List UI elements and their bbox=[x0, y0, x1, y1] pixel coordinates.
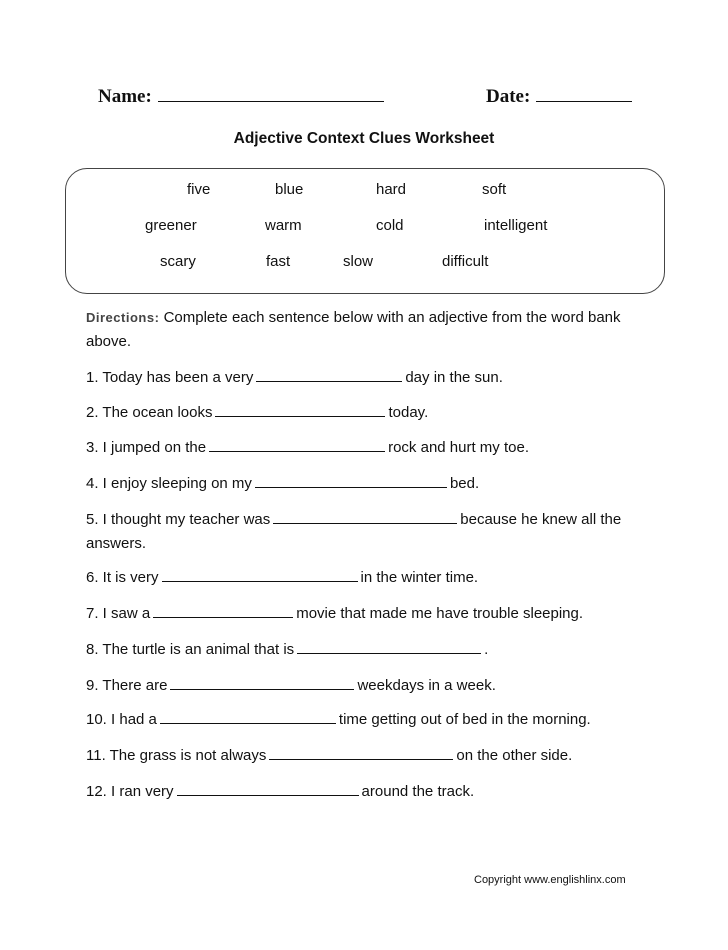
name-line[interactable] bbox=[158, 100, 384, 102]
word-bank bbox=[65, 168, 665, 294]
word-bank-item: fast bbox=[266, 253, 291, 270]
question-1 bbox=[86, 366, 646, 390]
copyright-notice: Copyright www.englishlinx.com bbox=[474, 874, 626, 886]
answer-blank[interactable] bbox=[160, 709, 336, 724]
answer-blank[interactable] bbox=[256, 367, 402, 382]
question-text: in the winter time. bbox=[360, 569, 479, 586]
date-label: Date: bbox=[486, 86, 531, 107]
name-label: Name: bbox=[98, 86, 152, 107]
question-text: day in the sun. bbox=[405, 369, 503, 386]
word-bank-item: greener bbox=[145, 217, 197, 234]
question-10 bbox=[86, 708, 646, 732]
word-bank-item: blue bbox=[275, 181, 304, 198]
question-7 bbox=[86, 602, 646, 626]
question-6 bbox=[86, 566, 646, 590]
directions-text: Complete each sentence below with an adjective from the word bank above. bbox=[86, 309, 621, 350]
question-text: 2. The ocean looks bbox=[86, 404, 213, 421]
answer-blank[interactable] bbox=[170, 675, 354, 690]
answer-blank[interactable] bbox=[162, 567, 358, 582]
question-text: 1. Today has been a very bbox=[86, 369, 254, 386]
question-text: . bbox=[484, 641, 489, 658]
word-bank-item: soft bbox=[482, 181, 507, 198]
question-text: 3. I jumped on the bbox=[86, 439, 207, 456]
question-text: 6. It is very bbox=[86, 569, 159, 586]
word-bank-item: warm bbox=[265, 217, 302, 234]
question-text: 9. There are bbox=[86, 677, 168, 694]
question-4 bbox=[86, 472, 646, 496]
question-text: because he knew all the answers. bbox=[86, 511, 622, 552]
word-bank-item: hard bbox=[376, 181, 407, 198]
answer-blank[interactable] bbox=[177, 781, 359, 796]
answer-blank[interactable] bbox=[297, 639, 481, 654]
question-11 bbox=[86, 744, 646, 768]
answer-blank[interactable] bbox=[269, 745, 453, 760]
question-text: weekdays in a week. bbox=[357, 677, 496, 694]
question-text: 7. I saw a bbox=[86, 605, 151, 622]
question-text: 11. The grass is not always bbox=[86, 747, 267, 764]
word-bank-item: intelligent bbox=[484, 217, 548, 234]
question-8 bbox=[86, 638, 646, 662]
date-line[interactable] bbox=[536, 100, 632, 102]
word-bank-item: five bbox=[187, 181, 211, 198]
question-text: movie that made me have trouble sleeping. bbox=[296, 605, 584, 622]
question-text: around the track. bbox=[361, 783, 475, 800]
question-text: 4. I enjoy sleeping on my bbox=[86, 475, 252, 492]
question-text: 10. I had a bbox=[86, 711, 157, 728]
answer-blank[interactable] bbox=[153, 603, 293, 618]
worksheet-title: Adjective Context Clues Worksheet bbox=[233, 130, 495, 147]
directions bbox=[86, 306, 646, 354]
name-field[interactable] bbox=[98, 86, 384, 108]
question-12 bbox=[86, 780, 646, 804]
answer-blank[interactable] bbox=[255, 473, 447, 488]
question-text: 5. I thought my teacher was bbox=[86, 511, 271, 528]
date-field[interactable] bbox=[486, 86, 632, 108]
question-5 bbox=[86, 508, 646, 556]
word-bank-item: slow bbox=[343, 253, 374, 270]
word-bank-item: scary bbox=[160, 253, 196, 270]
answer-blank[interactable] bbox=[273, 509, 457, 524]
answer-blank[interactable] bbox=[215, 402, 385, 417]
question-text: 12. I ran very bbox=[86, 783, 174, 800]
question-text: on the other side. bbox=[456, 747, 573, 764]
question-text: 8. The turtle is an animal that is bbox=[86, 641, 295, 658]
word-bank-item: difficult bbox=[442, 253, 489, 270]
question-text: today. bbox=[388, 404, 429, 421]
answer-blank[interactable] bbox=[209, 437, 385, 452]
word-bank-item: cold bbox=[376, 217, 404, 234]
question-text: rock and hurt my toe. bbox=[388, 439, 529, 456]
directions-label: Directions: bbox=[86, 310, 160, 325]
question-3 bbox=[86, 436, 646, 460]
question-text: time getting out of bed in the morning. bbox=[338, 711, 591, 728]
question-2 bbox=[86, 401, 646, 425]
question-text: bed. bbox=[449, 475, 480, 492]
question-9 bbox=[86, 674, 646, 698]
